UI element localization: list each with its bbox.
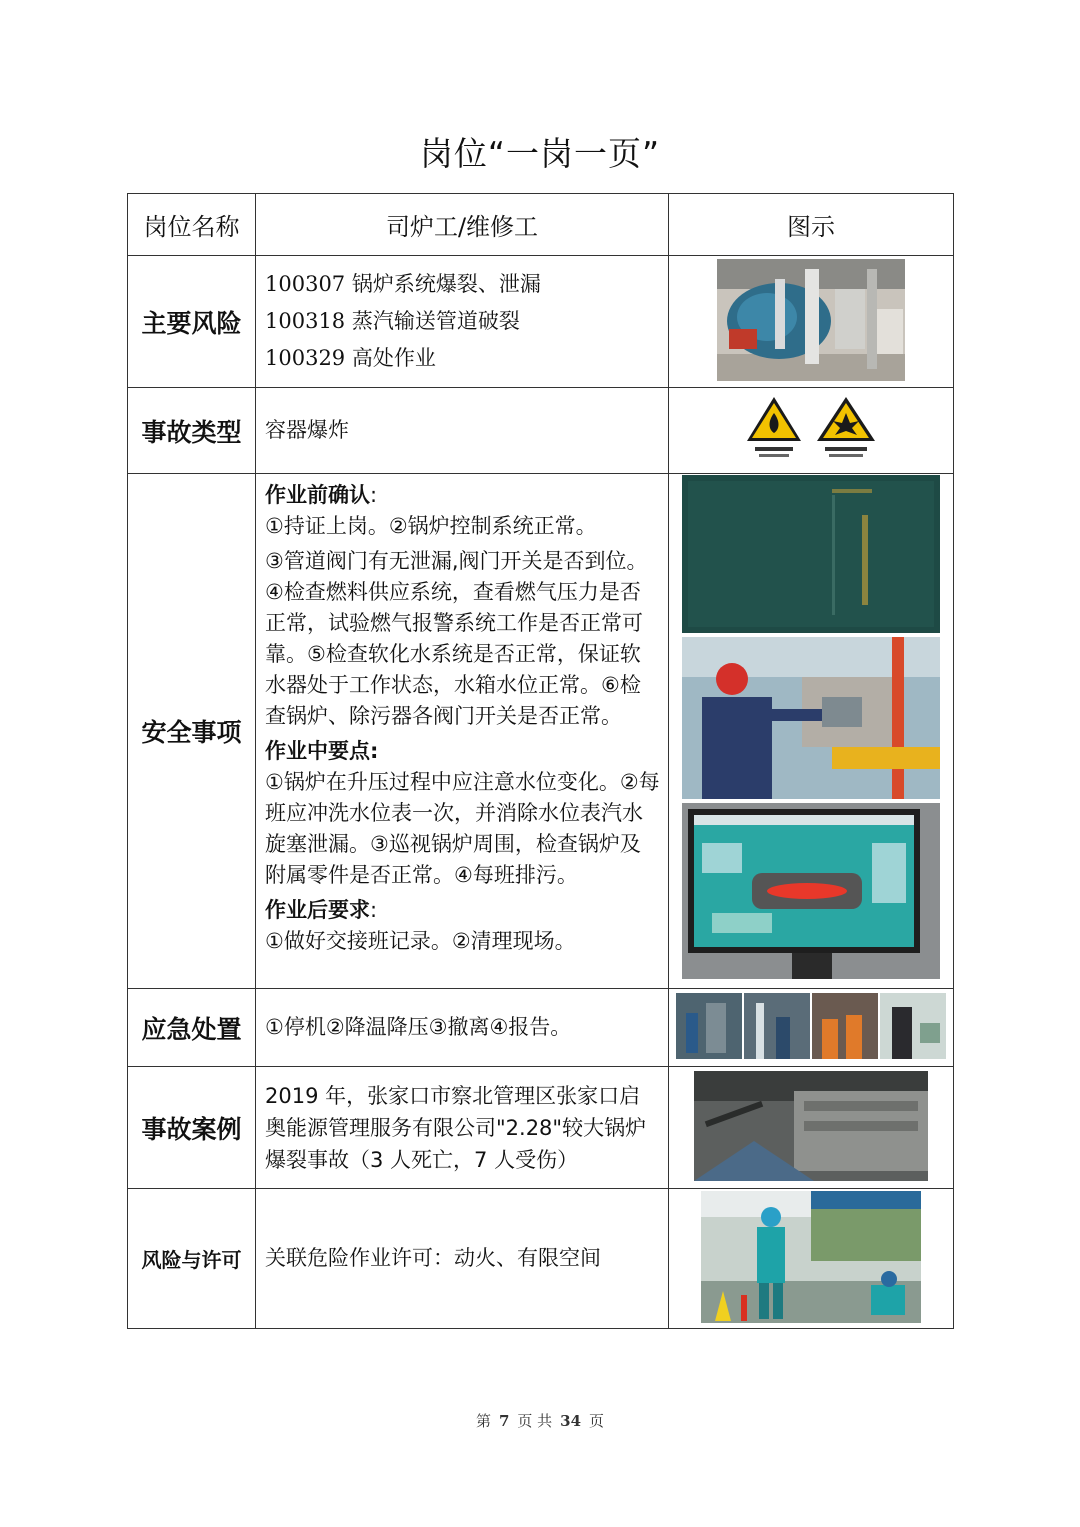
case-row xyxy=(128,1067,954,1189)
emergency-label: 应急处置 xyxy=(128,989,256,1067)
case-photo xyxy=(694,1071,928,1181)
before-work-text-1: ①持证上岗。②锅炉控制系统正常。 xyxy=(265,514,597,538)
page-title: 岗位“一岗一页” xyxy=(419,134,661,173)
safety-label: 安全事项 xyxy=(128,474,256,989)
before-work-text-2: ③管道阀门有无泄漏,阀门开关是否到位。④检查燃料供应系统，查看燃气压力是否正常，试验燃气报警系统工作是否正常可靠。⑤检查软化水系统是否正常，保证软水器处于工作状态，水箱水位正常。⑥检查锅炉、除污器各阀门开关是否正常。 xyxy=(265,549,648,728)
permit-row xyxy=(128,1189,954,1329)
emergency-photo-strip xyxy=(676,993,946,1059)
during-work-text: ①锅炉在升压过程中应注意水位变化。②每班应冲洗水位表一次，并消除水位表汽水旋塞泄漏。③巡视锅炉周围，检查锅炉及附属零件是否正常。④每班排污。 xyxy=(265,770,660,887)
risks-row xyxy=(128,256,954,388)
permit-label: 风险与许可 xyxy=(128,1189,256,1329)
permit-photo xyxy=(701,1191,921,1323)
emergency-value: ①停机②降温降压③撤离④报告。 xyxy=(256,989,669,1067)
control-screen-photo xyxy=(682,803,940,979)
worker-inspection-photo xyxy=(682,637,940,799)
explosion-warning-sign-icon xyxy=(815,393,877,463)
permit-value: 关联危险作业许可：动火、有限空间 xyxy=(256,1189,669,1329)
emergency-row xyxy=(128,989,954,1067)
boiler-photo-cell xyxy=(669,256,954,388)
image-column-header: 图示 xyxy=(669,194,954,256)
warning-signs-cell xyxy=(669,388,954,474)
case-label: 事故案例 xyxy=(128,1067,256,1189)
risk-item: 100318 蒸汽输送管道破裂 xyxy=(265,309,520,333)
risk-item: 100307 锅炉系统爆裂、泄漏 xyxy=(265,272,541,296)
table-header-row xyxy=(128,194,954,256)
accident-type-label: 事故类型 xyxy=(128,388,256,474)
boiler-photo xyxy=(717,259,905,381)
emergency-photos-cell xyxy=(669,989,954,1067)
current-page-number: 7 xyxy=(498,1412,510,1430)
fire-warning-sign-icon xyxy=(745,393,803,463)
warning-signs xyxy=(741,391,881,467)
safety-photos-cell xyxy=(669,474,954,989)
before-work-heading: 作业前确认: xyxy=(265,483,378,507)
risk-item: 100329 高处作业 xyxy=(265,346,436,370)
after-work-text: ①做好交接班记录。②清理现场。 xyxy=(265,929,576,953)
accident-type-row xyxy=(128,388,954,474)
position-name: 司炉工/维修工 xyxy=(256,194,669,256)
accident-type-value: 容器爆炸 xyxy=(256,388,669,474)
after-work-heading: 作业后要求: xyxy=(265,898,378,922)
safety-content xyxy=(256,474,669,989)
position-label: 岗位名称 xyxy=(128,194,256,256)
during-work-heading: 作业中要点: xyxy=(265,739,379,763)
case-value: 2019 年，张家口市察北管理区张家口启奥能源管理服务有限公司"2.28"较大锅炉爆裂事故（3 人死亡，7 人受伤） xyxy=(256,1067,669,1189)
safety-row xyxy=(128,474,954,989)
case-photo-cell xyxy=(669,1067,954,1189)
risks-list xyxy=(256,256,669,388)
page-footer: 第 7 页 共 34 页 xyxy=(475,1412,605,1430)
certificate-photo xyxy=(682,475,940,633)
risks-label: 主要风险 xyxy=(128,256,256,388)
job-safety-table xyxy=(127,193,954,1329)
permit-photo-cell xyxy=(669,1189,954,1329)
total-pages: 34 xyxy=(560,1412,582,1430)
